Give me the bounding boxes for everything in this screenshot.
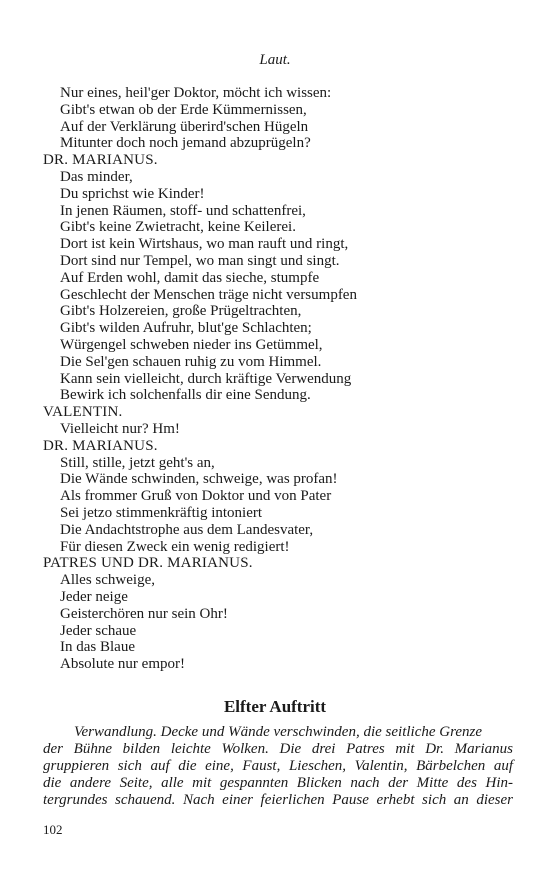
verse-line: Als frommer Gruß von Doktor und von Pater: [60, 488, 332, 505]
page-number: 102: [43, 822, 63, 837]
verse-line: Vielleicht nur? Hm!: [60, 420, 180, 437]
verse-line: Das minder,: [60, 168, 133, 185]
speaker-name: PATRES UND DR. MARIANUS.: [43, 555, 253, 572]
stage-direction: Laut.: [259, 52, 291, 68]
verse-line: Die Wände schwinden, schweige, was profan!: [60, 471, 338, 488]
verse-line: Sei jetzo stimmenkräftig intoniert: [60, 504, 263, 521]
speaker-name: VALENTIN.: [43, 404, 123, 421]
verse-line: Würgengel schweben nieder ins Getümmel,: [60, 336, 323, 353]
verse-line: Jeder neige: [60, 588, 128, 605]
verse-line: In jenen Räumen, stoff- und schattenfrei,: [60, 202, 306, 219]
speaker-name: DR. MARIANUS.: [43, 437, 158, 454]
verse-line: Für diesen Zweck ein wenig redigiert!: [60, 538, 290, 555]
verse-block: [43, 85, 513, 673]
verse-line: Nur eines, heil'ger Doktor, möcht ich wissen:: [60, 85, 332, 101]
scene-text-line: gruppieren sich auf die eine, Faust, Lieschen, Valentin, Bärbelchen auf: [43, 757, 513, 774]
verse-line: Kann sein vielleicht, durch kräftige Verwendung: [60, 370, 352, 387]
scene-text-line: die andere Seite, alle mit gespannten Blicken nach der Mitte des Hin-: [43, 774, 513, 791]
speaker-name: DR. MARIANUS.: [43, 152, 158, 169]
verse-line: Gibt's etwan ob der Erde Kümmernissen,: [60, 101, 307, 118]
verse-line: Bewirk ich solchenfalls dir eine Sendung.: [60, 387, 311, 404]
verse-line: Dort sind nur Tempel, wo man singt und singt.: [60, 252, 340, 269]
verse-line: Du sprichst wie Kinder!: [60, 185, 205, 202]
verse-line: Gibt's keine Zwietracht, keine Keilerei.: [60, 219, 296, 236]
scene-text-line: Verwandlung. Decke und Wände verschwinden, die seitliche Grenze: [73, 724, 483, 740]
verse-line: Auf der Verklärung überird'schen Hügeln: [60, 118, 309, 135]
verse-line: Jeder schaue: [60, 622, 137, 639]
verse-line: Dort ist kein Wirtshaus, wo man rauft und ringt,: [60, 236, 349, 253]
scene-title: Elfter Auftritt: [223, 697, 327, 716]
verse-line: Still, stille, jetzt geht's an,: [60, 454, 215, 471]
scene-stage-direction: [43, 724, 513, 809]
verse-line: Mitunter doch noch jemand abzuprügeln?: [60, 135, 311, 152]
verse-line: In das Blaue: [60, 639, 135, 656]
verse-line: Absolute nur empor!: [60, 656, 185, 673]
scene-text-line: tergrundes schauend. Nach einer feierlichen Pause erhebt sich an dieser: [43, 791, 513, 808]
verse-line: Geschlecht der Menschen träge nicht versumpfen: [60, 286, 357, 303]
verse-line: Gibt's wilden Aufruhr, blut'ge Schlachten;: [60, 320, 312, 337]
scene-text-line: der Bühne bilden leichte Wolken. Die drei Patres mit Dr. Marianus: [43, 740, 513, 757]
verse-line: Die Sel'gen schauen ruhig zu vom Himmel.: [60, 353, 322, 370]
verse-line: Alles schweige,: [60, 572, 155, 589]
verse-line: Geisterchören nur sein Ohr!: [60, 605, 228, 622]
verse-line: Die Andachtstrophe aus dem Landesvater,: [60, 521, 314, 538]
verse-line: Auf Erden wohl, damit das sieche, stumpfe: [60, 269, 320, 286]
verse-line: Gibt's Holzereien, große Prügeltrachten,: [60, 303, 302, 320]
